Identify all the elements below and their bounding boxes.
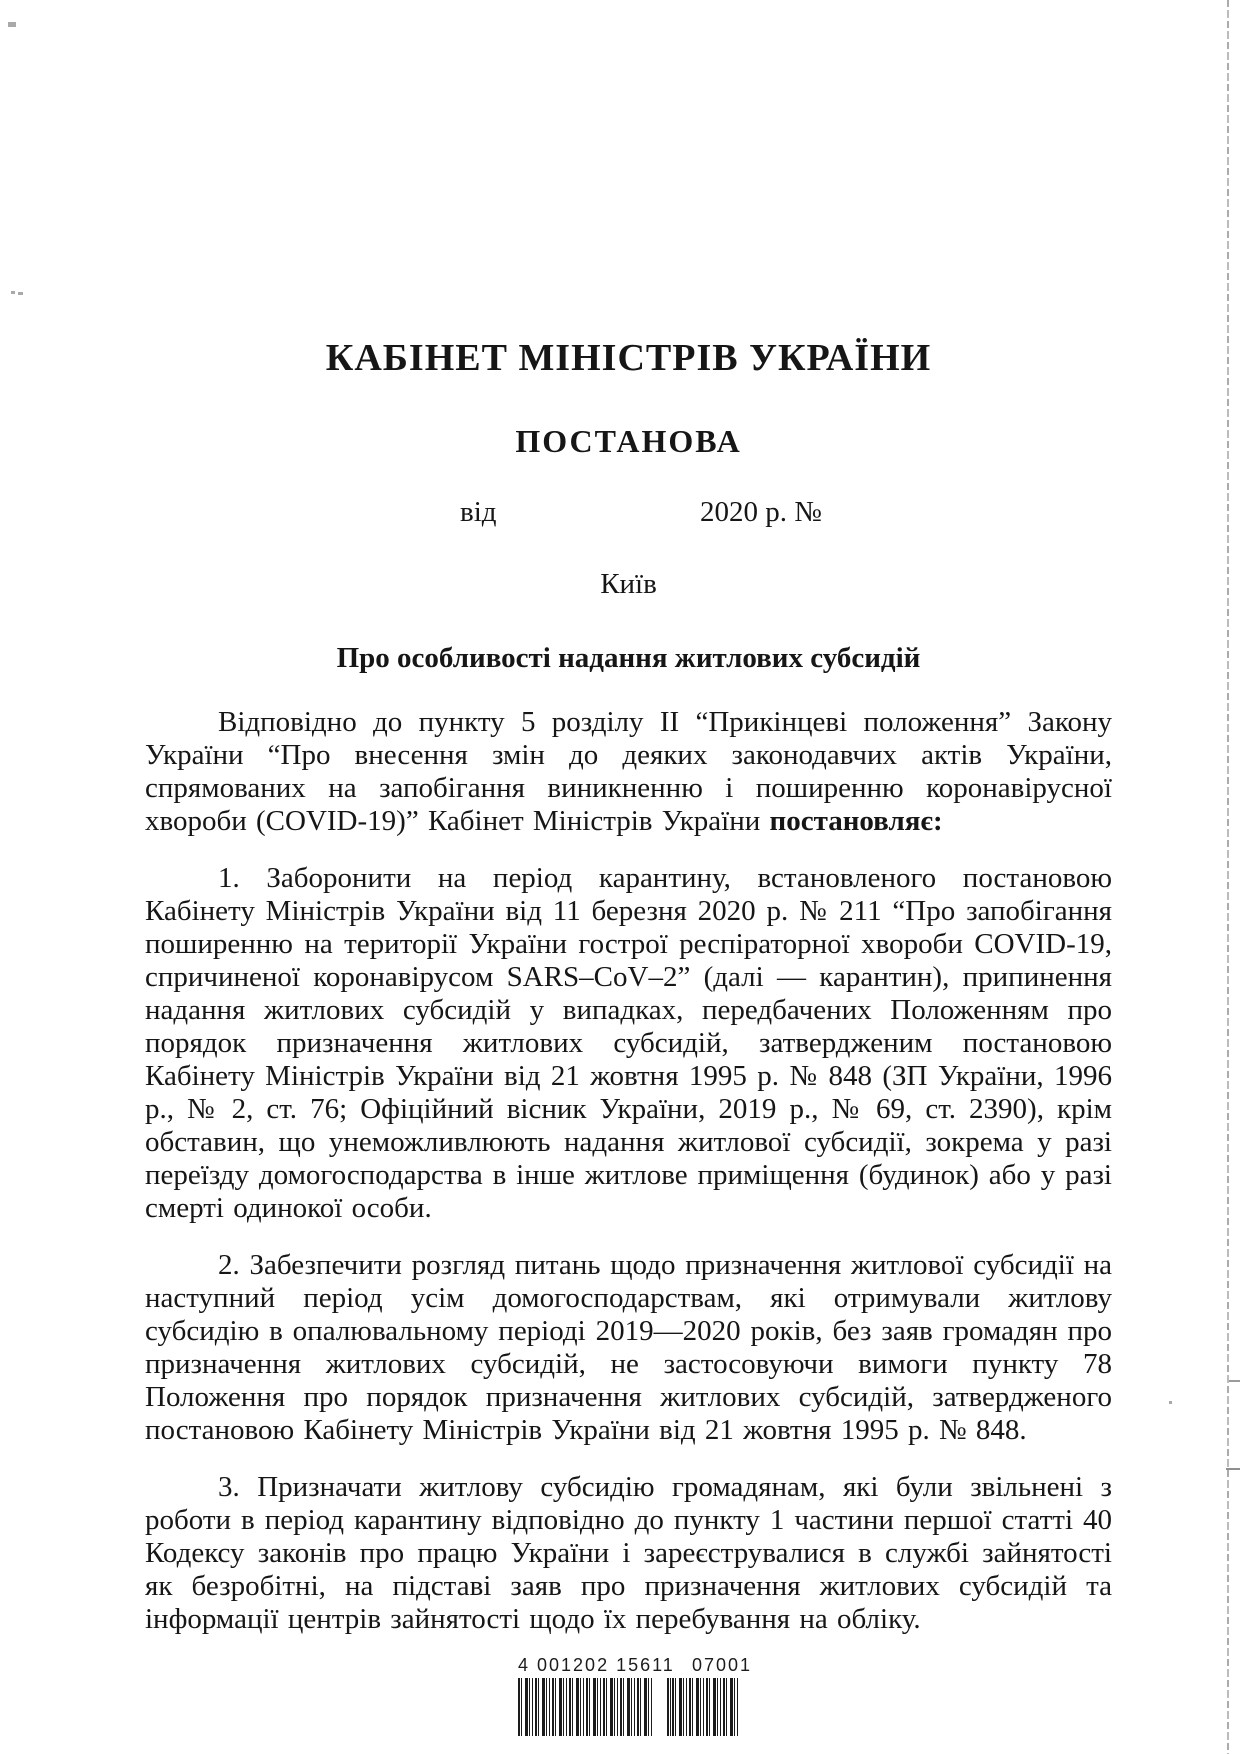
barcode-bars-gap xyxy=(654,1678,667,1736)
scan-artifact-hdash xyxy=(1229,1380,1240,1382)
barcode-digits xyxy=(518,1655,752,1675)
doc-type-heading: ПОСТАНОВА xyxy=(515,423,742,459)
barcode-bars-right xyxy=(667,1678,740,1736)
city-label: Київ xyxy=(600,568,657,600)
body-text xyxy=(145,706,1112,1636)
barcode-bars xyxy=(518,1678,752,1736)
intro-paragraph xyxy=(145,706,1112,838)
document-content xyxy=(145,0,1112,1636)
decree-item-1: 1. Заборонити на період карантину, встановленого постановою Кабінету Міністрів України від 11 березня 2020 р. № 211 “Про запобігання поширенню на території України гострої респіраторної хвороби COVID-19, спричиненої коронавірусом SARS–CoV–2” (далі — карантин), припинення надання житлових субсидій у випадках, передбачених Положенням про порядок призначення житлових субсидій, затвердженим постановою Кабінету Міністрів України від 21 жовтня 1995 р. № 848 (ЗП України, 1996 р., № 2, ст. 76; Офіційний вісник України, 2019 р., № 69, ст. 2390), крім обставин, що унеможливлюють надання житлової субсидії, зокрема у разі переїзду домогосподарства в інше житлове приміщення (будинок) або у разі смерті одинокої особи. xyxy=(145,862,1112,1224)
date-year-number: 2020 р. № xyxy=(700,496,822,528)
scan-artifact-hline xyxy=(1226,1468,1240,1470)
scan-speck xyxy=(8,22,16,27)
scan-speck xyxy=(1169,1401,1172,1404)
decree-item-3: 3. Призначати житлову субсидію громадянам, які були звільнені з роботи в період карантину відповідно до пункту 1 частини першої статті 40 Кодексу законів про працю України і зареєструвалися в службі зайнятості як безробітні, на підставі заяв про призначення житлових субсидій та інформації центрів зайнятості щодо їх перебування на обліку. xyxy=(145,1471,1112,1635)
intro-resolution-word: постановляє: xyxy=(769,805,943,837)
date-line xyxy=(145,496,1112,529)
decree-item-2: 2. Забезпечити розгляд питань щодо призначення житлової субсидії на наступний період усім домогосподарствам, які отримували житлову субсидію в опалювальному періоді 2019—2020 років, без заяв громадян про призначення житлових субсидій, не застосовуючи вимоги пункту 78 Положення про порядок призначення житлових субсидій, затвердженого постановою Кабінету Міністрів України від 21 жовтня 1995 р. № 848. xyxy=(145,1249,1112,1446)
barcode xyxy=(518,1655,752,1736)
scan-speck xyxy=(18,292,23,295)
issuer-heading: КАБІНЕТ МІНІСТРІВ УКРАЇНИ xyxy=(325,337,932,379)
scan-artifact-vline xyxy=(1227,0,1229,1754)
scan-speck xyxy=(11,291,15,294)
date-prefix: від xyxy=(460,496,497,528)
barcode-bars-left xyxy=(518,1678,654,1736)
doc-title: Про особливості надання житлових субсидій xyxy=(336,642,921,674)
barcode-digits-right: 07001 xyxy=(691,1655,752,1675)
intro-text: Відповідно до пункту 5 розділу II “Прикінцеві положення” Закону України “Про внесення змін до деяких законодавчих актів України, спрямованих на запобігання виникненню і поширенню коронавірусної хвороби (COVID-19)” Кабінет Міністрів України xyxy=(145,706,1112,837)
barcode-digits-left: 4 001202 15611 xyxy=(518,1655,675,1675)
